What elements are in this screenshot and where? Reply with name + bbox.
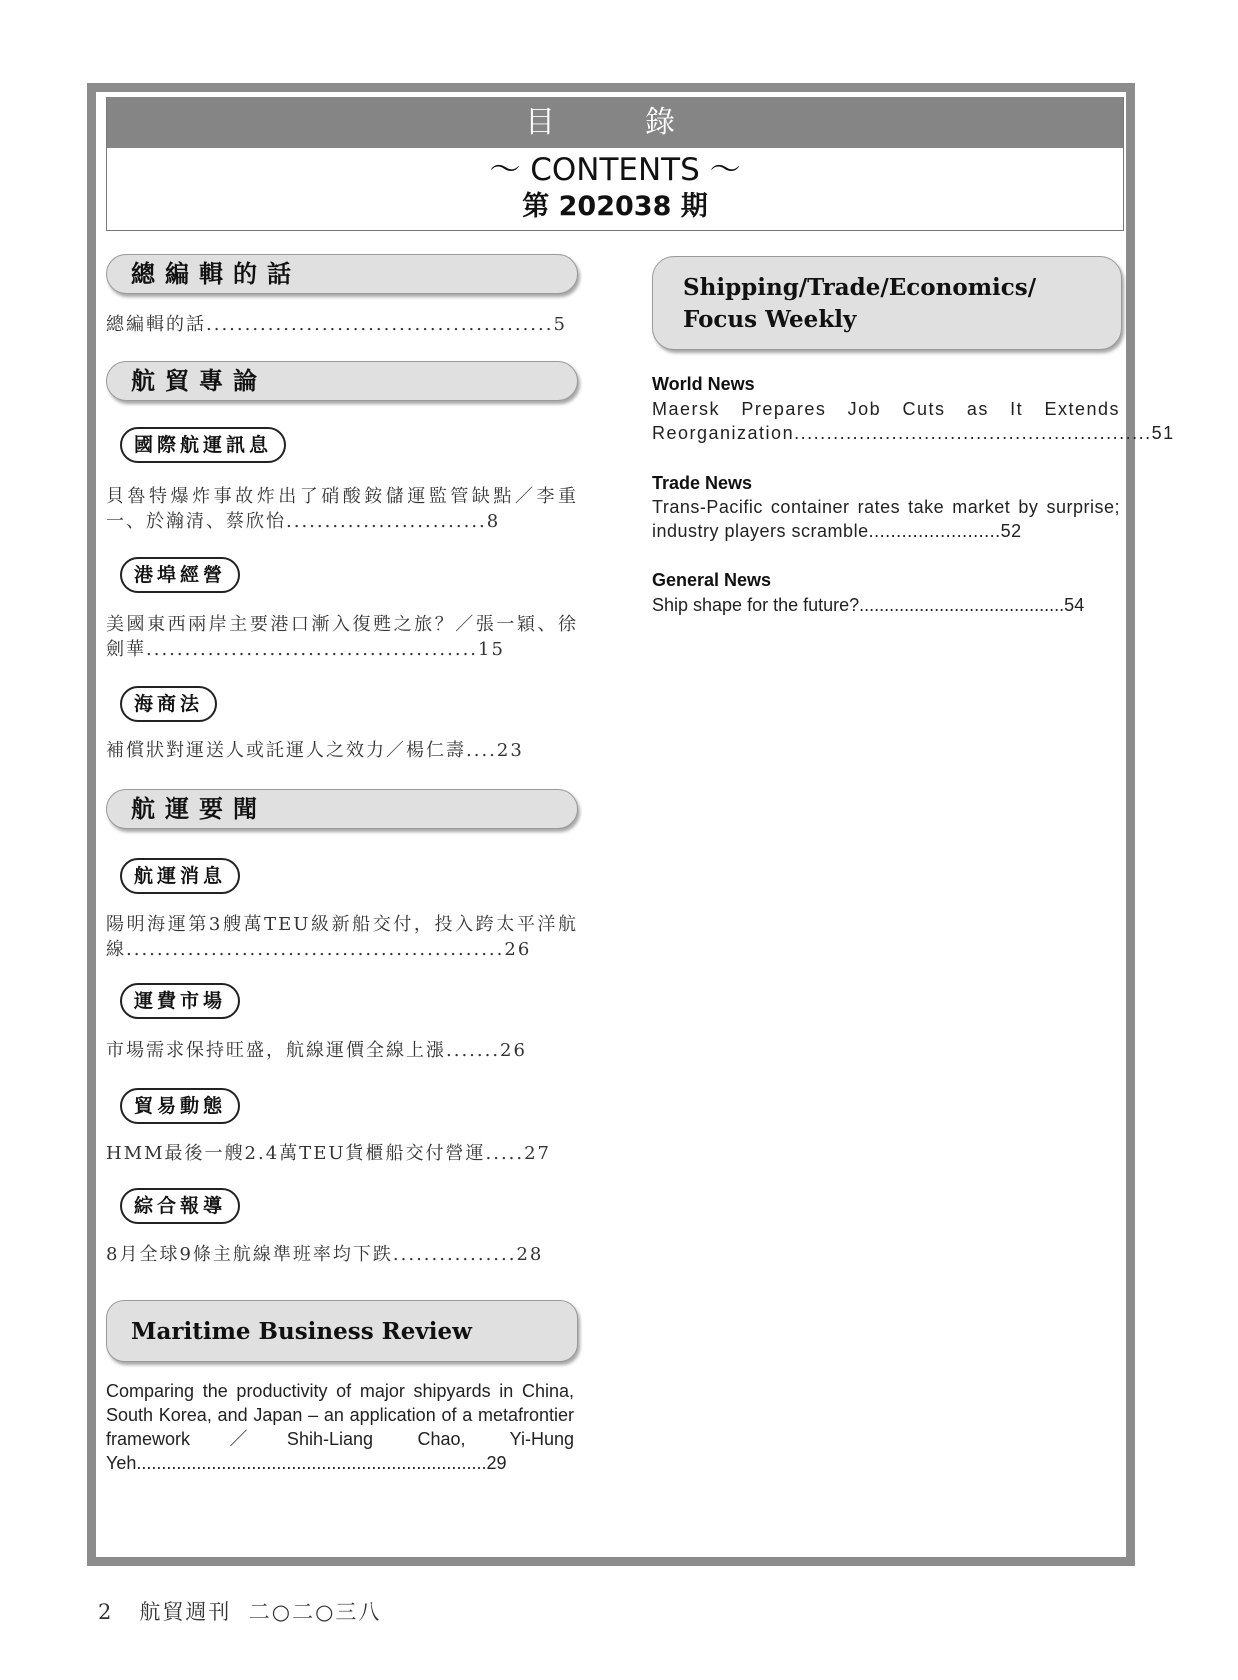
section-focus-weekly-heading [652, 256, 1122, 350]
section-editor-heading: 總編輯的話 [106, 254, 578, 294]
toc-entry-maersk[interactable]: Maersk Prepares Job Cuts as It Extends Reorganization.......................................................51 [652, 399, 1175, 443]
category-world-news: World News [652, 374, 755, 394]
toc-entry-transpacific[interactable]: Trans-Pacific container rates take market by surprise; industry players scramble........................52 [652, 497, 1120, 541]
issue-number: 第 202038 期 [522, 191, 708, 222]
toc-entry-hmm[interactable]: HMM最後一艘2.4萬TEU貨櫃船交付營運.....27 [106, 1143, 552, 1164]
section-shipping-news-heading: 航運要聞 [106, 789, 578, 829]
contents-title: ～ CONTENTS ～ [489, 152, 741, 188]
page-footer [98, 1596, 381, 1626]
tag-international-shipping: 國際航運訊息 [120, 427, 286, 463]
page-number: 2 [98, 1600, 114, 1624]
section-maritime-business-review-heading: Maritime Business Review [106, 1300, 578, 1362]
toc-entry-schedule-reliability[interactable]: 8月全球9條主航線準班率均下跌................28 [106, 1244, 544, 1265]
toc-entry-ship-shape[interactable]: Ship shape for the future?.........................................54 [652, 595, 1085, 615]
toc-entry-shipyards[interactable]: Comparing the productivity of major shipyards in China, South Korea, and Japan – an application of a metafrontier framework／Shih-Liang Chao, Yi-Hung Yeh......................................................................29 [106, 1381, 574, 1473]
tag-shipping-news: 航運消息 [120, 858, 240, 894]
tag-port-operations: 港埠經營 [120, 557, 240, 593]
footer-issue: 二○二○三八 [248, 1600, 382, 1624]
toc-entry-freight-rates[interactable]: 市場需求保持旺盛，航線運價全線上漲.......26 [106, 1040, 527, 1061]
tag-general-reports: 綜合報導 [120, 1188, 240, 1224]
toc-entry-beirut[interactable]: 貝魯特爆炸事故炸出了硝酸銨儲運監管缺點／李重一、於瀚清、蔡欣怡..........................8 [106, 486, 578, 532]
focus-weekly-heading-line2: Focus Weekly [683, 306, 857, 333]
toc-entry-yangming[interactable]: 陽明海運第3艘萬TEU級新船交付，投入跨太平洋航線.................................................26 [106, 914, 578, 960]
tag-maritime-law: 海商法 [120, 686, 217, 722]
focus-weekly-heading-line1: Shipping/Trade/Economics/ [683, 274, 1037, 301]
toc-entry-editor[interactable]: 總編輯的話.............................................5 [106, 314, 567, 335]
header-title-bar: 目 錄 [107, 97, 1123, 148]
category-trade-news: Trade News [652, 473, 753, 493]
tag-trade-dynamics: 貿易動態 [120, 1088, 240, 1124]
category-general-news: General News [652, 570, 772, 590]
section-commentary-heading: 航貿專論 [106, 361, 578, 401]
magazine-name: 航貿週刊 [139, 1600, 232, 1624]
tag-freight-market: 運費市場 [120, 983, 240, 1019]
toc-entry-us-ports[interactable]: 美國東西兩岸主要港口漸入復甦之旅？／張一穎、徐劍華...........................................15 [106, 614, 578, 660]
contents-header [106, 97, 1124, 231]
toc-entry-indemnity[interactable]: 補償狀對運送人或託運人之效力／楊仁壽....23 [106, 740, 524, 761]
